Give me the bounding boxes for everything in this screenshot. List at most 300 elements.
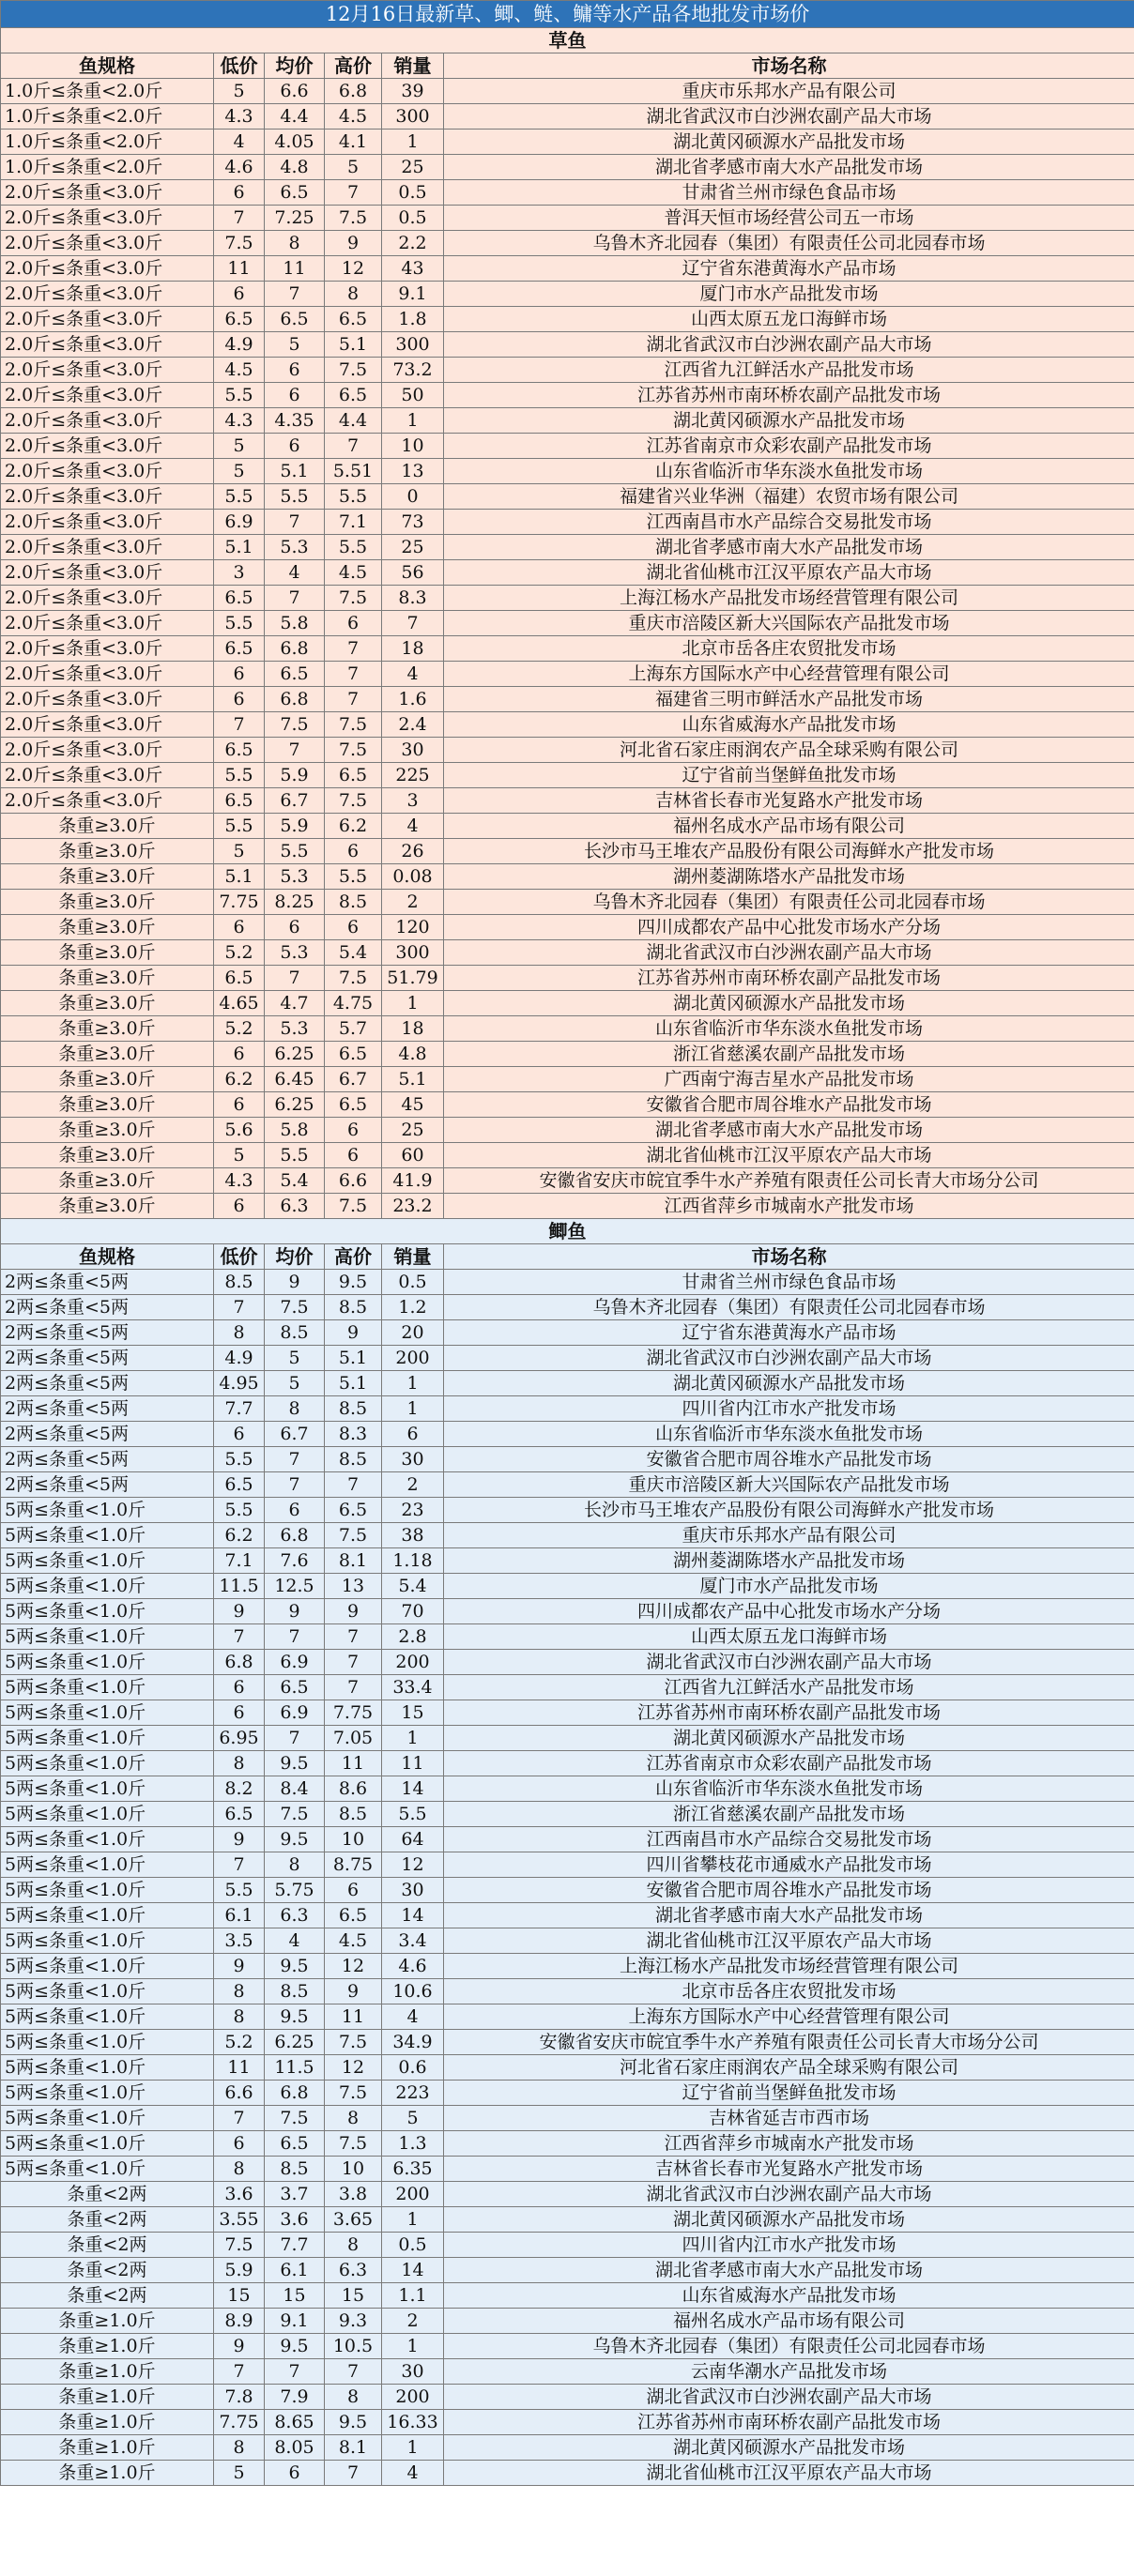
cell-high-price: 8.5 <box>325 1396 382 1422</box>
cell-high-price: 8 <box>325 2385 382 2410</box>
cell-low-price: 6 <box>214 915 265 940</box>
cell-spec: 5两≤条重<1.0斤 <box>1 2055 214 2081</box>
cell-market-name: 湖北省武汉市白沙洲农副产品大市场 <box>444 1650 1134 1675</box>
cell-volume: 1 <box>382 1726 444 1751</box>
cell-high-price: 7.5 <box>325 2081 382 2106</box>
cell-low-price: 3.5 <box>214 1928 265 1954</box>
cell-spec: 2两≤条重<5两 <box>1 1371 214 1396</box>
cell-avg-price: 5 <box>265 332 325 358</box>
table-row <box>1 2233 1134 2258</box>
cell-market-name: 江西省萍乡市城南水产批发市场 <box>444 1194 1134 1219</box>
cell-high-price: 6 <box>325 611 382 636</box>
cell-market-name: 湖北省孝感市南大水产品批发市场 <box>444 1118 1134 1143</box>
cell-spec: 2两≤条重<5两 <box>1 1270 214 1295</box>
cell-market-name: 厦门市水产品批发市场 <box>444 1574 1134 1599</box>
cell-low-price: 6.8 <box>214 1650 265 1675</box>
cell-avg-price: 15 <box>265 2283 325 2309</box>
table-row <box>1 1118 1134 1143</box>
table-row <box>1 1751 1134 1776</box>
cell-high-price: 8.1 <box>325 1548 382 1574</box>
cell-high-price: 4.1 <box>325 130 382 155</box>
cell-high-price: 6 <box>325 1143 382 1168</box>
cell-market-name: 湖州菱湖陈塔水产品批发市场 <box>444 864 1134 890</box>
cell-spec: 2.0斤≤条重<3.0斤 <box>1 560 214 586</box>
cell-spec: 2.0斤≤条重<3.0斤 <box>1 180 214 206</box>
cell-avg-price: 7.5 <box>265 1295 325 1320</box>
table-row <box>1 383 1134 408</box>
cell-high-price: 5.51 <box>325 459 382 484</box>
cell-avg-price: 5.5 <box>265 484 325 510</box>
cell-high-price: 9.3 <box>325 2309 382 2334</box>
cell-volume: 34.9 <box>382 2030 444 2055</box>
table-row <box>1 2435 1134 2461</box>
cell-volume: 12 <box>382 1852 444 1878</box>
cell-market-name: 重庆市涪陵区新大兴国际农产品批发市场 <box>444 1472 1134 1498</box>
cell-volume: 39 <box>382 79 444 104</box>
table-row <box>1 130 1134 155</box>
cell-low-price: 6.5 <box>214 636 265 662</box>
cell-market-name: 四川成都农产品中心批发市场水产分场 <box>444 915 1134 940</box>
cell-spec: 条重≥3.0斤 <box>1 1092 214 1118</box>
cell-volume: 10 <box>382 434 444 459</box>
cell-avg-price: 6.25 <box>265 1092 325 1118</box>
cell-avg-price: 5.3 <box>265 1016 325 1042</box>
cell-volume: 4 <box>382 662 444 687</box>
cell-market-name: 福建省兴业华洲（福建）农贸市场有限公司 <box>444 484 1134 510</box>
cell-avg-price: 8.5 <box>265 1320 325 1346</box>
cell-avg-price: 7 <box>265 586 325 611</box>
cell-low-price: 9 <box>214 1954 265 1979</box>
cell-avg-price: 7 <box>265 738 325 763</box>
cell-spec: 2两≤条重<5两 <box>1 1447 214 1472</box>
cell-market-name: 厦门市水产品批发市场 <box>444 282 1134 307</box>
cell-avg-price: 7 <box>265 966 325 991</box>
table-row <box>1 2004 1134 2030</box>
cell-market-name: 四川省内江市水产批发市场 <box>444 2233 1134 2258</box>
cell-volume: 0.5 <box>382 206 444 231</box>
cell-avg-price: 6.8 <box>265 2081 325 2106</box>
cell-avg-price: 6.45 <box>265 1067 325 1092</box>
cell-high-price: 7.5 <box>325 206 382 231</box>
cell-market-name: 四川省攀枝花市通威水产品批发市场 <box>444 1852 1134 1878</box>
cell-volume: 300 <box>382 332 444 358</box>
cell-volume: 14 <box>382 2258 444 2283</box>
cell-low-price: 7 <box>214 2106 265 2131</box>
cell-spec: 5两≤条重<1.0斤 <box>1 1751 214 1776</box>
table-row <box>1 535 1134 560</box>
cell-avg-price: 6 <box>265 434 325 459</box>
cell-spec: 5两≤条重<1.0斤 <box>1 2157 214 2182</box>
cell-market-name: 乌鲁木齐北园春（集团）有限责任公司北园春市场 <box>444 2334 1134 2359</box>
table-row <box>1 2309 1134 2334</box>
cell-market-name: 上海江杨水产品批发市场经营管理有限公司 <box>444 586 1134 611</box>
cell-spec: 1.0斤≤条重<2.0斤 <box>1 104 214 130</box>
cell-volume: 5.1 <box>382 1067 444 1092</box>
cell-spec: 5两≤条重<1.0斤 <box>1 1852 214 1878</box>
cell-high-price: 7.1 <box>325 510 382 535</box>
cell-avg-price: 9.5 <box>265 1751 325 1776</box>
cell-spec: 条重≥3.0斤 <box>1 940 214 966</box>
cell-spec: 条重≥1.0斤 <box>1 2334 214 2359</box>
cell-avg-price: 6.8 <box>265 1523 325 1548</box>
cell-avg-price: 6.8 <box>265 636 325 662</box>
cell-low-price: 8.2 <box>214 1776 265 1802</box>
cell-avg-price: 6 <box>265 358 325 383</box>
cell-spec: 5两≤条重<1.0斤 <box>1 1979 214 2004</box>
cell-avg-price: 8.5 <box>265 1979 325 2004</box>
cell-low-price: 8 <box>214 1320 265 1346</box>
cell-high-price: 4.5 <box>325 560 382 586</box>
cell-market-name: 山东省临沂市华东淡水鱼批发市场 <box>444 1016 1134 1042</box>
cell-spec: 条重<2两 <box>1 2182 214 2207</box>
cell-high-price: 5 <box>325 155 382 180</box>
table-row <box>1 763 1134 788</box>
table-row <box>1 1624 1134 1650</box>
cell-volume: 33.4 <box>382 1675 444 1700</box>
cell-low-price: 7 <box>214 2359 265 2385</box>
column-header-volume: 销量 <box>382 53 444 79</box>
cell-avg-price: 5.1 <box>265 459 325 484</box>
table-row <box>1 1194 1134 1219</box>
cell-avg-price: 7 <box>265 1472 325 1498</box>
cell-spec: 5两≤条重<1.0斤 <box>1 1599 214 1624</box>
cell-volume: 200 <box>382 1650 444 1675</box>
cell-high-price: 6 <box>325 839 382 864</box>
cell-high-price: 10 <box>325 1827 382 1852</box>
cell-market-name: 湖北黄冈硕源水产品批发市场 <box>444 130 1134 155</box>
cell-spec: 条重≥3.0斤 <box>1 890 214 915</box>
cell-spec: 条重≥3.0斤 <box>1 839 214 864</box>
cell-low-price: 6 <box>214 180 265 206</box>
cell-market-name: 湖北黄冈硕源水产品批发市场 <box>444 2207 1134 2233</box>
cell-high-price: 9.5 <box>325 1270 382 1295</box>
cell-low-price: 7 <box>214 1295 265 1320</box>
cell-volume: 0.5 <box>382 180 444 206</box>
cell-avg-price: 11 <box>265 256 325 282</box>
cell-volume: 1.6 <box>382 687 444 712</box>
cell-high-price: 6.6 <box>325 1168 382 1194</box>
cell-spec: 2.0斤≤条重<3.0斤 <box>1 535 214 560</box>
table-row <box>1 1979 1134 2004</box>
cell-high-price: 3.65 <box>325 2207 382 2233</box>
table-row <box>1 408 1134 434</box>
cell-volume: 9.1 <box>382 282 444 307</box>
cell-volume: 51.79 <box>382 966 444 991</box>
table-row <box>1 1675 1134 1700</box>
cell-avg-price: 12.5 <box>265 1574 325 1599</box>
cell-avg-price: 9.5 <box>265 1827 325 1852</box>
cell-spec: 5两≤条重<1.0斤 <box>1 2106 214 2131</box>
cell-low-price: 6 <box>214 687 265 712</box>
cell-market-name: 山东省威海水产品批发市场 <box>444 712 1134 738</box>
cell-low-price: 4.3 <box>214 104 265 130</box>
table-row <box>1 1422 1134 1447</box>
table-row <box>1 484 1134 510</box>
cell-spec: 2.0斤≤条重<3.0斤 <box>1 408 214 434</box>
table-row <box>1 1498 1134 1523</box>
cell-high-price: 7 <box>325 180 382 206</box>
cell-market-name: 甘肃省兰州市绿色食品市场 <box>444 180 1134 206</box>
column-header-row <box>1 53 1134 79</box>
cell-high-price: 8.5 <box>325 1447 382 1472</box>
cell-high-price: 5.4 <box>325 940 382 966</box>
cell-spec: 2.0斤≤条重<3.0斤 <box>1 231 214 256</box>
cell-high-price: 12 <box>325 256 382 282</box>
cell-spec: 2.0斤≤条重<3.0斤 <box>1 434 214 459</box>
cell-market-name: 江西省九江鲜活水产品批发市场 <box>444 1675 1134 1700</box>
table-row <box>1 2283 1134 2309</box>
cell-volume: 38 <box>382 1523 444 1548</box>
cell-high-price: 4.5 <box>325 104 382 130</box>
cell-spec: 1.0斤≤条重<2.0斤 <box>1 155 214 180</box>
cell-high-price: 5.5 <box>325 484 382 510</box>
cell-avg-price: 6.5 <box>265 1675 325 1700</box>
cell-spec: 2.0斤≤条重<3.0斤 <box>1 712 214 738</box>
cell-high-price: 11 <box>325 2004 382 2030</box>
cell-low-price: 6 <box>214 1422 265 1447</box>
cell-avg-price: 7.25 <box>265 206 325 231</box>
cell-spec: 2.0斤≤条重<3.0斤 <box>1 459 214 484</box>
cell-spec: 5两≤条重<1.0斤 <box>1 1624 214 1650</box>
table-row <box>1 2258 1134 2283</box>
cell-avg-price: 8.65 <box>265 2410 325 2435</box>
cell-high-price: 7.5 <box>325 1523 382 1548</box>
cell-volume: 1 <box>382 408 444 434</box>
cell-volume: 4 <box>382 814 444 839</box>
price-table-body <box>1 1 1134 2486</box>
cell-low-price: 3.55 <box>214 2207 265 2233</box>
cell-high-price: 12 <box>325 1954 382 1979</box>
cell-volume: 2.8 <box>382 1624 444 1650</box>
cell-high-price: 6.5 <box>325 307 382 332</box>
cell-spec: 条重≥1.0斤 <box>1 2309 214 2334</box>
cell-volume: 14 <box>382 1903 444 1928</box>
cell-market-name: 安徽省合肥市周谷堆水产品批发市场 <box>444 1447 1134 1472</box>
cell-volume: 45 <box>382 1092 444 1118</box>
cell-low-price: 8 <box>214 2004 265 2030</box>
cell-market-name: 江苏省苏州市南环桥农副产品批发市场 <box>444 2410 1134 2435</box>
cell-spec: 条重<2两 <box>1 2283 214 2309</box>
cell-spec: 2.0斤≤条重<3.0斤 <box>1 636 214 662</box>
cell-avg-price: 4.8 <box>265 155 325 180</box>
cell-market-name: 上海东方国际水产中心经营管理有限公司 <box>444 2004 1134 2030</box>
cell-spec: 5两≤条重<1.0斤 <box>1 1954 214 1979</box>
cell-low-price: 6.2 <box>214 1067 265 1092</box>
cell-spec: 条重≥1.0斤 <box>1 2461 214 2486</box>
column-header-market-name: 市场名称 <box>444 1244 1134 1270</box>
cell-spec: 条重≥3.0斤 <box>1 1016 214 1042</box>
cell-avg-price: 7.5 <box>265 1802 325 1827</box>
cell-spec: 1.0斤≤条重<2.0斤 <box>1 79 214 104</box>
page-title: 12月16日最新草、鲫、鲢、鳙等水产品各地批发市场价 <box>1 1 1134 28</box>
cell-low-price: 15 <box>214 2283 265 2309</box>
cell-volume: 4.8 <box>382 1042 444 1067</box>
cell-volume: 0.6 <box>382 2055 444 2081</box>
cell-market-name: 广西南宁海吉星水产品批发市场 <box>444 1067 1134 1092</box>
cell-low-price: 7 <box>214 1624 265 1650</box>
table-row <box>1 1371 1134 1396</box>
cell-avg-price: 7.6 <box>265 1548 325 1574</box>
cell-volume: 23.2 <box>382 1194 444 1219</box>
cell-high-price: 7 <box>325 1675 382 1700</box>
cell-volume: 1 <box>382 991 444 1016</box>
cell-spec: 条重≥3.0斤 <box>1 864 214 890</box>
cell-avg-price: 7.9 <box>265 2385 325 2410</box>
cell-spec: 条重≥1.0斤 <box>1 2435 214 2461</box>
table-row <box>1 1726 1134 1751</box>
cell-spec: 2.0斤≤条重<3.0斤 <box>1 256 214 282</box>
cell-market-name: 湖北省武汉市白沙洲农副产品大市场 <box>444 104 1134 130</box>
cell-high-price: 6.5 <box>325 1042 382 1067</box>
cell-spec: 条重≥1.0斤 <box>1 2385 214 2410</box>
table-row <box>1 180 1134 206</box>
cell-market-name: 湖北省孝感市南大水产品批发市场 <box>444 1903 1134 1928</box>
cell-low-price: 5 <box>214 434 265 459</box>
cell-avg-price: 9.1 <box>265 2309 325 2334</box>
cell-low-price: 8.5 <box>214 1270 265 1295</box>
table-row <box>1 788 1134 814</box>
cell-high-price: 7.5 <box>325 2131 382 2157</box>
cell-volume: 0 <box>382 484 444 510</box>
cell-low-price: 5.2 <box>214 940 265 966</box>
cell-avg-price: 5 <box>265 1346 325 1371</box>
cell-low-price: 5.2 <box>214 2030 265 2055</box>
cell-high-price: 8.5 <box>325 1295 382 1320</box>
table-row <box>1 1042 1134 1067</box>
cell-spec: 条重≥3.0斤 <box>1 1143 214 1168</box>
cell-low-price: 3.6 <box>214 2182 265 2207</box>
cell-volume: 200 <box>382 2182 444 2207</box>
cell-spec: 2.0斤≤条重<3.0斤 <box>1 484 214 510</box>
cell-low-price: 6.5 <box>214 788 265 814</box>
cell-market-name: 安徽省合肥市周谷堆水产品批发市场 <box>444 1878 1134 1903</box>
cell-market-name: 北京市岳各庄农贸批发市场 <box>444 636 1134 662</box>
cell-high-price: 6 <box>325 1878 382 1903</box>
cell-avg-price: 7 <box>265 1726 325 1751</box>
cell-market-name: 湖北省武汉市白沙洲农副产品大市场 <box>444 2385 1134 2410</box>
cell-spec: 2.0斤≤条重<3.0斤 <box>1 307 214 332</box>
cell-low-price: 6 <box>214 1700 265 1726</box>
table-row <box>1 1954 1134 1979</box>
cell-volume: 73.2 <box>382 358 444 383</box>
cell-low-price: 7 <box>214 206 265 231</box>
cell-low-price: 4.9 <box>214 332 265 358</box>
cell-market-name: 乌鲁木齐北园春（集团）有限责任公司北园春市场 <box>444 1295 1134 1320</box>
cell-high-price: 6.3 <box>325 2258 382 2283</box>
cell-volume: 0.5 <box>382 1270 444 1295</box>
cell-volume: 2 <box>382 890 444 915</box>
cell-avg-price: 9.5 <box>265 1954 325 1979</box>
cell-volume: 5.4 <box>382 1574 444 1599</box>
cell-high-price: 6.8 <box>325 79 382 104</box>
cell-market-name: 山东省临沂市华东淡水鱼批发市场 <box>444 459 1134 484</box>
cell-high-price: 7.5 <box>325 738 382 763</box>
cell-low-price: 6.5 <box>214 738 265 763</box>
table-row <box>1 2207 1134 2233</box>
cell-avg-price: 6.7 <box>265 788 325 814</box>
cell-low-price: 5.1 <box>214 864 265 890</box>
table-row <box>1 1092 1134 1118</box>
cell-high-price: 11 <box>325 1751 382 1776</box>
cell-market-name: 山东省临沂市华东淡水鱼批发市场 <box>444 1422 1134 1447</box>
cell-volume: 43 <box>382 256 444 282</box>
table-row <box>1 662 1134 687</box>
cell-spec: 5两≤条重<1.0斤 <box>1 1928 214 1954</box>
cell-high-price: 8.3 <box>325 1422 382 1447</box>
cell-low-price: 5.5 <box>214 814 265 839</box>
cell-avg-price: 5.3 <box>265 940 325 966</box>
cell-volume: 4 <box>382 2004 444 2030</box>
cell-avg-price: 7 <box>265 1447 325 1472</box>
table-row <box>1 586 1134 611</box>
cell-avg-price: 6.3 <box>265 1194 325 1219</box>
cell-low-price: 5.5 <box>214 484 265 510</box>
cell-volume: 1 <box>382 2435 444 2461</box>
table-row <box>1 2410 1134 2435</box>
table-row <box>1 1903 1134 1928</box>
cell-volume: 0.08 <box>382 864 444 890</box>
cell-market-name: 湖北黄冈硕源水产品批发市场 <box>444 1726 1134 1751</box>
column-header-row <box>1 1244 1134 1270</box>
cell-market-name: 重庆市乐邦水产品有限公司 <box>444 1523 1134 1548</box>
cell-high-price: 6.5 <box>325 1092 382 1118</box>
cell-avg-price: 9 <box>265 1599 325 1624</box>
cell-low-price: 5.5 <box>214 1878 265 1903</box>
cell-low-price: 8 <box>214 2435 265 2461</box>
cell-volume: 73 <box>382 510 444 535</box>
cell-spec: 2.0斤≤条重<3.0斤 <box>1 586 214 611</box>
cell-high-price: 7.75 <box>325 1700 382 1726</box>
cell-volume: 4 <box>382 2461 444 2486</box>
cell-avg-price: 5.9 <box>265 763 325 788</box>
cell-volume: 1.3 <box>382 2131 444 2157</box>
column-header-avg-price: 均价 <box>265 1244 325 1270</box>
cell-low-price: 11 <box>214 256 265 282</box>
table-row <box>1 687 1134 712</box>
cell-high-price: 7 <box>325 662 382 687</box>
cell-avg-price: 3.7 <box>265 2182 325 2207</box>
cell-low-price: 6.6 <box>214 2081 265 2106</box>
cell-low-price: 3 <box>214 560 265 586</box>
cell-low-price: 7.75 <box>214 2410 265 2435</box>
cell-high-price: 8 <box>325 282 382 307</box>
column-header-avg-price: 均价 <box>265 53 325 79</box>
cell-market-name: 山东省临沂市华东淡水鱼批发市场 <box>444 1776 1134 1802</box>
cell-low-price: 5.5 <box>214 763 265 788</box>
cell-avg-price: 5.75 <box>265 1878 325 1903</box>
cell-volume: 1.18 <box>382 1548 444 1574</box>
table-row <box>1 1827 1134 1852</box>
table-row <box>1 256 1134 282</box>
cell-market-name: 普洱天恒市场经营公司五一市场 <box>444 206 1134 231</box>
cell-spec: 5两≤条重<1.0斤 <box>1 1802 214 1827</box>
cell-market-name: 山西太原五龙口海鲜市场 <box>444 307 1134 332</box>
cell-volume: 41.9 <box>382 1168 444 1194</box>
cell-high-price: 4.4 <box>325 408 382 434</box>
cell-high-price: 4.5 <box>325 1928 382 1954</box>
cell-market-name: 辽宁省前当堡鲜鱼批发市场 <box>444 763 1134 788</box>
cell-low-price: 5 <box>214 79 265 104</box>
cell-spec: 条重≥3.0斤 <box>1 1118 214 1143</box>
cell-avg-price: 6.8 <box>265 687 325 712</box>
cell-low-price: 7.8 <box>214 2385 265 2410</box>
cell-avg-price: 4.35 <box>265 408 325 434</box>
cell-spec: 5两≤条重<1.0斤 <box>1 1498 214 1523</box>
cell-low-price: 9 <box>214 2334 265 2359</box>
cell-spec: 2.0斤≤条重<3.0斤 <box>1 738 214 763</box>
cell-low-price: 8 <box>214 1979 265 2004</box>
cell-avg-price: 8 <box>265 1852 325 1878</box>
